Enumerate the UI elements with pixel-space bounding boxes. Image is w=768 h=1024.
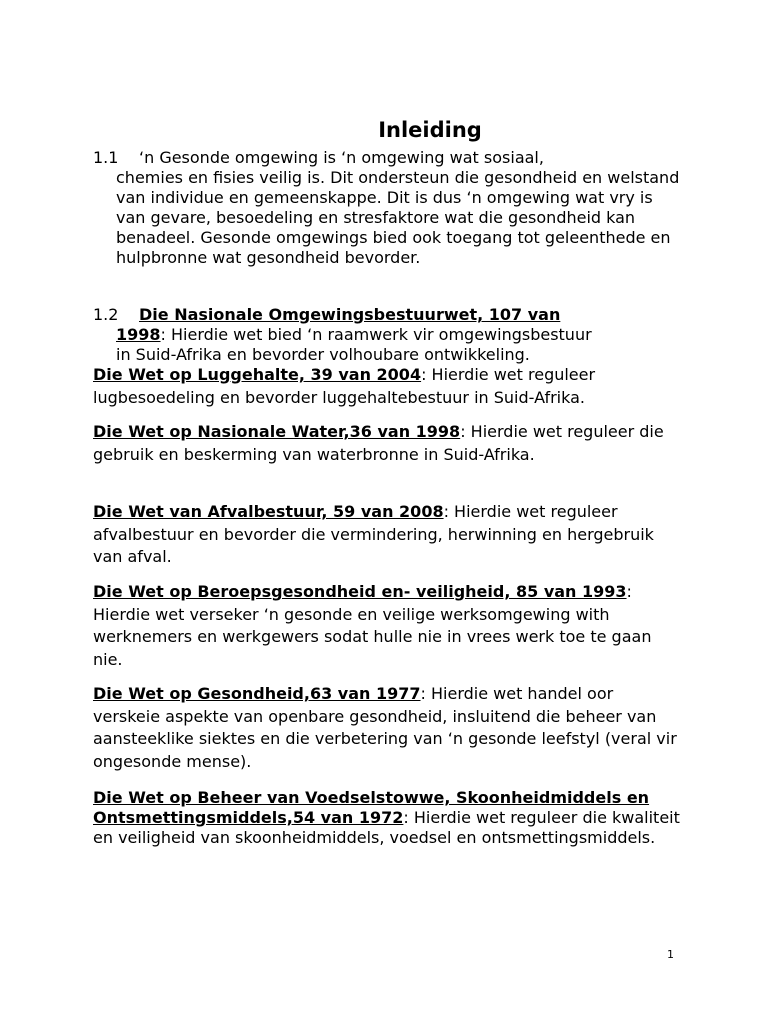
act-description: : Hierdie wet bied ‘n raamwerk vir omgewingsbestuur xyxy=(160,325,592,344)
section-body: chemies en fisies veilig is. Dit ondersteun die gesondheid en welstand van individue en gemeenskappe. Dit is dus ‘n omgewing wat vry is van gevare, besoedeling en stresfaktore wat die gesondheid kan benadeel. Gesonde omgewings bied ook toegang tot geleenthede en hulpbronne wat gesondheid bevorder. xyxy=(116,168,680,267)
act-paragraph xyxy=(93,683,683,773)
act-paragraph xyxy=(93,421,683,466)
act-name: Die Wet op Gesondheid,63 van 1977 xyxy=(93,684,421,703)
act-name: Die Wet op Nasionale Water,36 van 1998 xyxy=(93,422,461,441)
act-description-rest: in Suid-Afrika en bevorder volhoubare ontwikkeling. xyxy=(116,345,530,364)
act-description: : Hierdie wet reguleer afvalbestuur en bevorder die vermindering, herwinning en hergebruik van afval. xyxy=(93,502,654,566)
act-paragraph xyxy=(93,501,683,569)
section-1-1 xyxy=(93,148,683,268)
act-description: : Hierdie wet reguleer die kwaliteit en veiligheid van skoonheidmiddels, voedsel en ontsmettingsmiddels. xyxy=(93,808,680,847)
section-1-2 xyxy=(93,305,683,365)
act-name: Die Wet van Afvalbestuur, 59 van 2008 xyxy=(93,502,444,521)
act-name: Die Wet op Beheer van Voedselstowwe, Skoonheidmiddels en Ontsmettingsmiddels,54 van 1972 xyxy=(93,788,650,827)
act-description: : Hierdie wet verseker ‘n gesonde en veilige werksomgewing with werknemers en werkgewers sodat hulle nie in vrees werk toe te gaan nie. xyxy=(93,582,652,669)
act-name-year: 1998 xyxy=(116,325,161,344)
act-paragraph xyxy=(93,364,683,409)
act-name: Die Wet op Luggehalte, 39 van 2004 xyxy=(93,365,422,384)
act-name: Die Wet op Beroepsgesondheid en- veiligheid, 85 van 1993 xyxy=(93,582,627,601)
act-description: : Hierdie wet reguleer lugbesoedeling en bevorder luggehaltebestuur in Suid-Afrika. xyxy=(93,365,596,407)
section-first-line: ‘n Gesonde omgewing is ‘n omgewing wat sosiaal, xyxy=(139,148,544,167)
act-description: : Hierdie wet handel oor verskeie aspekte van openbare gesondheid, insluitend die beheer van aansteeklike siektes en die verbetering van ‘n gesonde leefstyl (veral vir ongesonde mense). xyxy=(93,684,677,771)
act-paragraph xyxy=(93,788,683,848)
act-paragraph xyxy=(93,581,683,671)
section-number: 1.1 xyxy=(93,148,119,167)
act-name: Die Nasionale Omgewingsbestuurwet, 107 van xyxy=(139,305,561,324)
page-number: 1 xyxy=(667,948,674,961)
page-title: Inleiding xyxy=(378,118,482,142)
section-number: 1.2 xyxy=(93,305,119,324)
act-description: : Hierdie wet reguleer die gebruik en beskerming van waterbronne in Suid-Afrika. xyxy=(93,422,664,464)
section-body xyxy=(93,325,683,365)
